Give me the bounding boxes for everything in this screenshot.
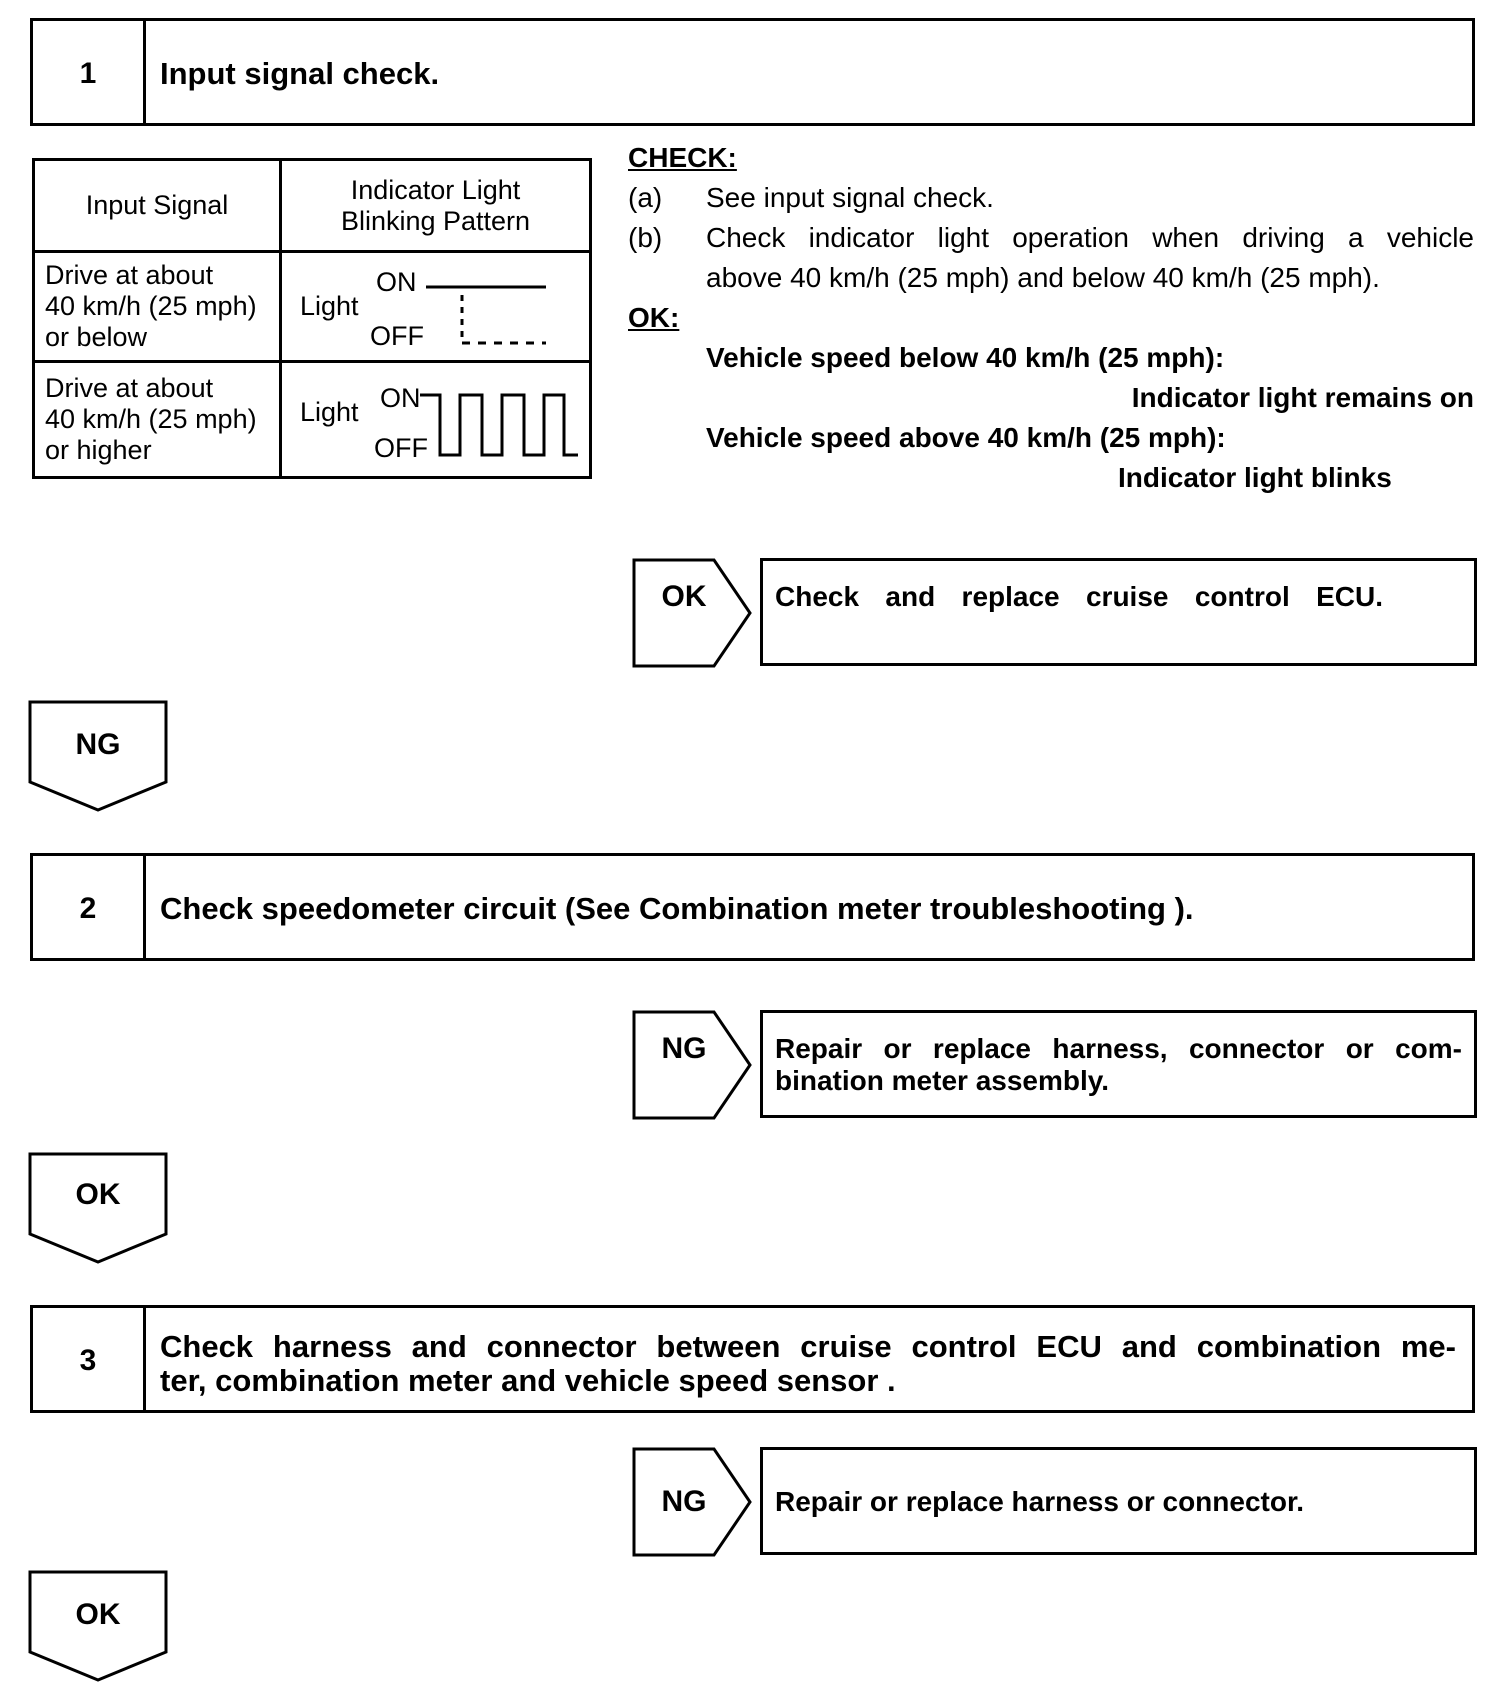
off-label: OFF xyxy=(374,433,428,463)
ok-heading: OK: xyxy=(628,302,680,333)
row-text: Drive at about xyxy=(45,373,214,403)
ok-criterion-line: Indicator light blinks xyxy=(1118,462,1392,493)
blinking-waveform xyxy=(420,385,580,465)
check-a-text: See input signal check. xyxy=(706,182,994,213)
row-text: or below xyxy=(45,322,148,352)
flow-label: NG xyxy=(75,728,121,761)
result-box xyxy=(760,1010,1477,1118)
on-label: ON xyxy=(376,267,417,297)
step-3-box xyxy=(30,1305,1475,1413)
check-b-label: (b) xyxy=(628,222,663,253)
flow-label: OK xyxy=(75,1178,121,1211)
row-below-condition xyxy=(34,252,281,362)
step-title: Input signal check. xyxy=(160,56,440,91)
check-b-line2: above 40 km/h (25 mph) and below 40 km/h (25 mph). xyxy=(706,262,1380,293)
header-blinking-pattern xyxy=(281,160,591,252)
input-signal-table xyxy=(32,158,592,479)
step-title-line2: ter, combination meter and vehicle speed sensor . xyxy=(160,1363,896,1398)
check-a-label: (a) xyxy=(628,182,663,213)
ok-criterion-line: Vehicle speed above 40 km/h (25 mph): xyxy=(706,422,1226,453)
step-2-box xyxy=(30,853,1475,961)
light-label: Light xyxy=(300,397,359,427)
result-box xyxy=(760,558,1477,666)
ok-criterion-line: Indicator light remains on xyxy=(1131,382,1474,413)
result-text: Check and replace cruise control ECU. xyxy=(775,581,1383,612)
branch-label: NG xyxy=(661,1485,707,1518)
header-input-signal: Input Signal xyxy=(34,160,281,252)
result-box xyxy=(760,1447,1477,1555)
step-number: 2 xyxy=(33,856,146,958)
ok-criterion-line: Vehicle speed below 40 km/h (25 mph): xyxy=(706,342,1225,373)
header-pattern-line1: Indicator Light xyxy=(350,174,521,205)
off-label: OFF xyxy=(370,321,424,351)
step-title: Check speedometer circuit (See Combination meter troubleshooting ). xyxy=(160,891,1194,926)
row-text: 40 km/h (25 mph) xyxy=(45,404,257,434)
row-text: or higher xyxy=(45,435,152,465)
light-label: Light xyxy=(300,291,359,321)
check-heading: CHECK: xyxy=(628,142,737,173)
row-higher-pattern xyxy=(281,362,591,478)
result-text-line2: bination meter assembly. xyxy=(775,1065,1110,1096)
branch-label: OK xyxy=(661,580,707,613)
row-higher-condition xyxy=(34,362,281,478)
step-1-box xyxy=(30,18,1475,126)
row-text: 40 km/h (25 mph) xyxy=(45,291,257,321)
step-title-line1: Check harness and connector between cruise control ECU and combination me- xyxy=(160,1329,1456,1364)
header-pattern-line2: Blinking Pattern xyxy=(340,205,531,236)
branch-label: NG xyxy=(661,1032,707,1065)
result-text-line1: Repair or replace harness, connector or com- xyxy=(775,1033,1462,1064)
step-number: 1 xyxy=(33,21,146,123)
row-below-pattern xyxy=(281,252,591,362)
check-b-line1: Check indicator light operation when driving a vehicle xyxy=(706,222,1474,253)
on-label: ON xyxy=(380,383,421,413)
result-text: Repair or replace harness or connector. xyxy=(775,1486,1305,1517)
row-text: Drive at about xyxy=(45,260,214,290)
flow-label: OK xyxy=(75,1598,121,1631)
step-number: 3 xyxy=(33,1308,146,1410)
step-title xyxy=(160,1330,1456,1398)
steady-on-waveform xyxy=(422,273,562,353)
